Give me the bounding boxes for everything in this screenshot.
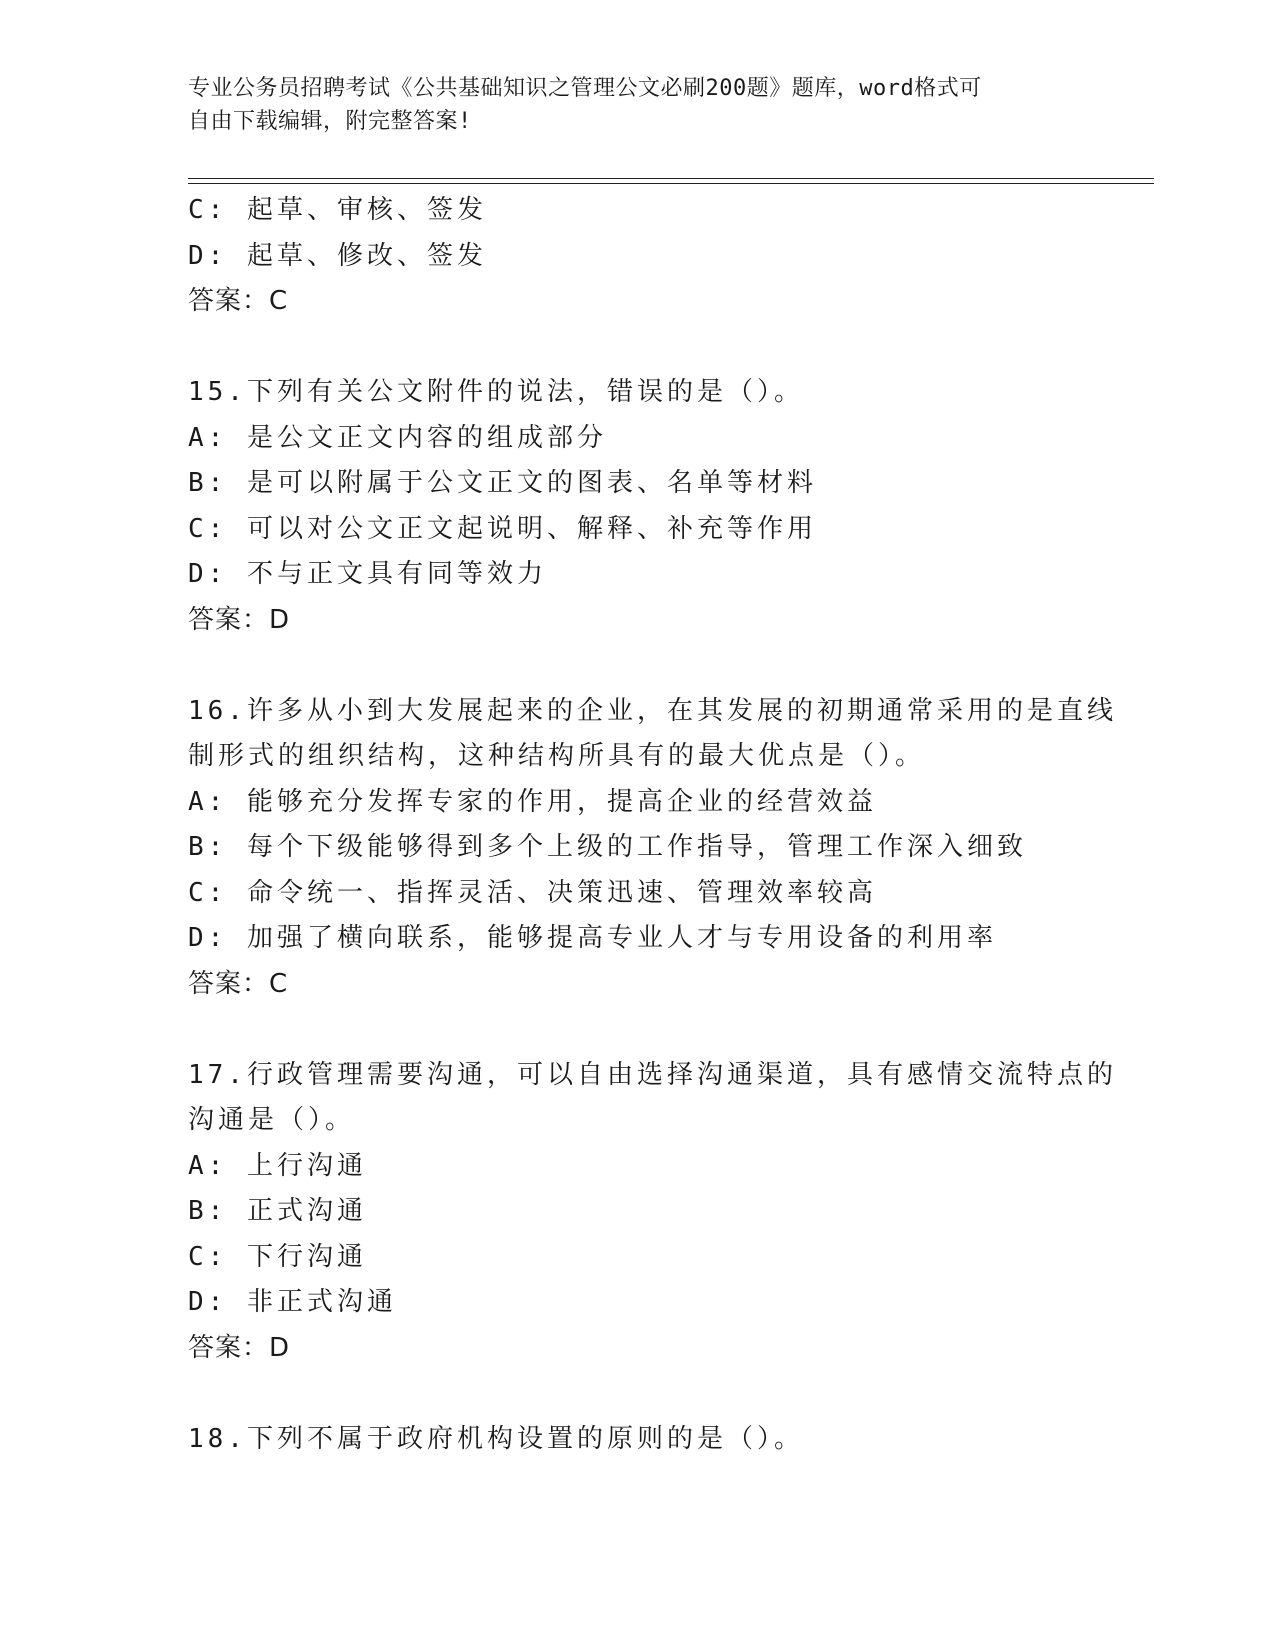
option-b: B: 正式沟通 bbox=[188, 1196, 367, 1226]
header-rule-thin bbox=[188, 183, 1154, 184]
spacer bbox=[188, 1371, 1088, 1417]
question-17 bbox=[188, 1053, 1117, 1372]
answer-line: 答案：C bbox=[188, 286, 289, 316]
document-header bbox=[188, 72, 1068, 138]
question-15 bbox=[188, 370, 1088, 643]
option-a: A: 上行沟通 bbox=[188, 1150, 367, 1181]
option-d: D: 非正式沟通 bbox=[188, 1287, 397, 1317]
answer-line: 答案：C bbox=[188, 968, 289, 999]
question-fragment bbox=[188, 188, 1088, 325]
option-c: C: 下行沟通 bbox=[188, 1241, 367, 1272]
document-body bbox=[188, 188, 1117, 1462]
header-line-2: 自由下载编辑，附完整答案! bbox=[188, 109, 472, 134]
question-stem: 16.许多从小到大发展起来的企业，在其发展的初期通常采用的是直线 bbox=[188, 695, 1117, 726]
spacer bbox=[188, 325, 1088, 371]
option-d: D: 起草、修改、签发 bbox=[188, 240, 487, 271]
question-stem-continued: 沟通是（）。 bbox=[188, 1105, 356, 1135]
answer-line: 答案：D bbox=[188, 1332, 291, 1363]
question-stem: 17.行政管理需要沟通，可以自由选择沟通渠道，具有感情交流特点的 bbox=[188, 1059, 1117, 1090]
spacer bbox=[188, 643, 1088, 689]
question-stem: 18.下列不属于政府机构设置的原则的是（）。 bbox=[188, 1423, 804, 1454]
option-b: B: 是可以附属于公文正文的图表、名单等材料 bbox=[188, 468, 817, 498]
option-c: C: 命令统一、指挥灵活、决策迅速、管理效率较高 bbox=[188, 877, 877, 908]
question-16 bbox=[188, 689, 1117, 1008]
header-line-1: 专业公务员招聘考试《公共基础知识之管理公文必刷200题》题库，word格式可 bbox=[188, 76, 982, 101]
option-b: B: 每个下级能够得到多个上级的工作指导，管理工作深入细致 bbox=[188, 832, 1027, 862]
spacer bbox=[188, 1007, 1088, 1053]
option-a: A: 能够充分发挥专家的作用，提高企业的经营效益 bbox=[188, 786, 877, 817]
option-d: D: 加强了横向联系，能够提高专业人才与专用设备的利用率 bbox=[188, 923, 997, 953]
option-c: C: 起草、审核、签发 bbox=[188, 195, 487, 225]
option-a: A: 是公文正文内容的组成部分 bbox=[188, 422, 607, 453]
option-c: C: 可以对公文正文起说明、解释、补充等作用 bbox=[188, 513, 817, 544]
header-rule-thick bbox=[188, 178, 1154, 179]
question-stem: 15.下列有关公文附件的说法，错误的是（）。 bbox=[188, 377, 804, 407]
answer-line: 答案：D bbox=[188, 604, 291, 635]
question-stem-continued: 制形式的组织结构，这种结构所具有的最大优点是（）。 bbox=[188, 741, 926, 771]
option-d: D: 不与正文具有同等效力 bbox=[188, 559, 547, 589]
question-18 bbox=[188, 1417, 1088, 1463]
